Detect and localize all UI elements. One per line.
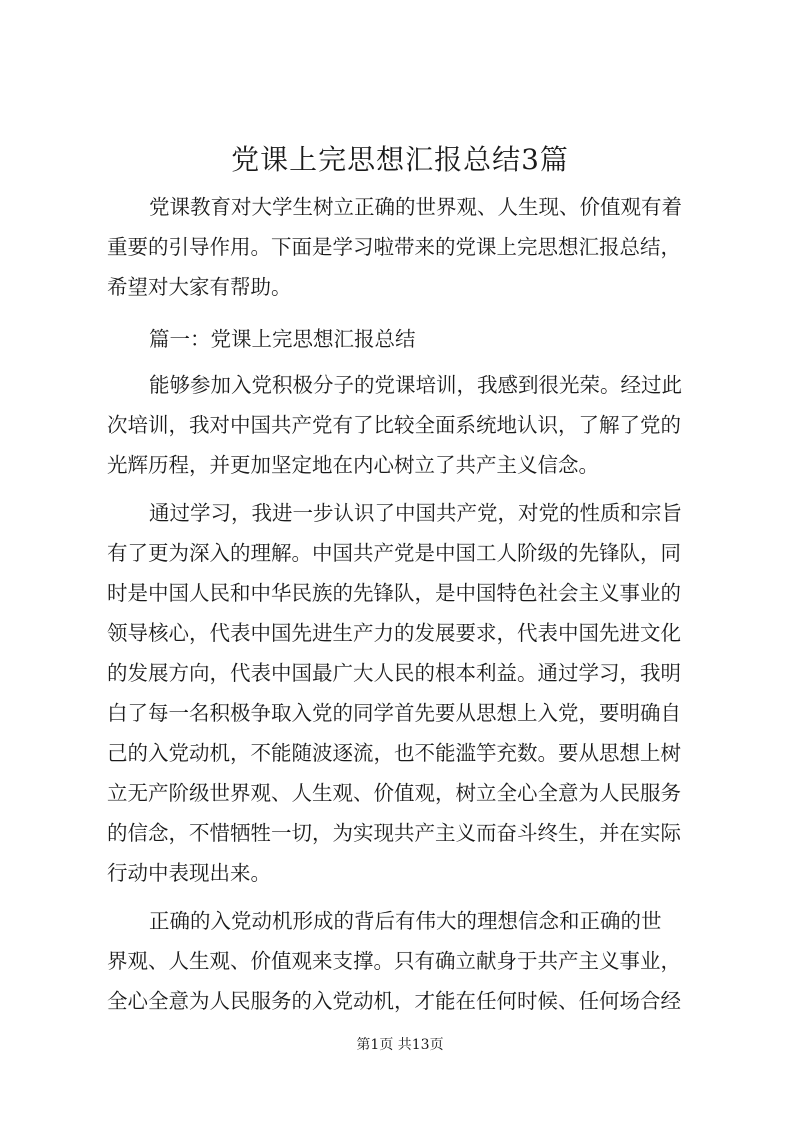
text-line: 立无产阶级世界观、人生观、价值观，树立全心全意为人民服务: [107, 781, 681, 805]
document-body: [107, 187, 699, 1021]
text-line: 有了更为深入的理解。中国共产党是中国工人阶级的先锋队，同: [107, 541, 681, 565]
text-line: 时是中国人民和中华民族的先锋队，是中国特色社会主义事业的: [107, 581, 681, 605]
text-line: 的信念，不惜牺牲一切，为实现共产主义而奋斗终生，并在实际: [107, 821, 681, 845]
text-line: 领导核心，代表中国先进生产力的发展要求，代表中国先进文化: [107, 621, 681, 645]
text-line: 重要的引导作用。下面是学习啦带来的党课上完思想汇报总结，: [107, 235, 681, 259]
text-line: 的发展方向，代表中国最广大人民的根本利益。通过学习，我明: [107, 661, 681, 685]
text-line: 正确的入党动机形成的背后有伟大的理想信念和正确的世: [149, 909, 662, 933]
text-line: 行动中表现出来。: [107, 861, 271, 885]
page-footer: 第1页 共13页: [356, 1037, 444, 1053]
text-line: 通过学习，我进一步认识了中国共产党，对党的性质和宗旨: [149, 501, 682, 525]
text-line: 党课教育对大学生树立正确的世界观、人生现、价值观有着: [149, 195, 682, 219]
section-heading: 篇一：党课上完思想汇报总结: [149, 327, 416, 351]
text-line: 次培训，我对中国共产党有了比较全面系统地认识，了解了党的: [107, 413, 681, 437]
text-line: 白了每一名积极争取入党的同学首先要从思想上入党，要明确自: [107, 701, 681, 725]
text-line: 全心全意为人民服务的入党动机，才能在任何时候、任何场合经: [107, 989, 681, 1013]
text-line: 希望对大家有帮助。: [107, 275, 292, 299]
text-line: 能够参加入党积极分子的党课培训，我感到很光荣。经过此: [149, 373, 682, 397]
text-line: 光辉历程，并更加坚定地在内心树立了共产主义信念。: [107, 453, 599, 477]
text-line: 己的入党动机，不能随波逐流，也不能滥竽充数。要从思想上树: [107, 741, 681, 765]
text-line: 界观、人生观、价值观来支撑。只有确立献身于共产主义事业，: [107, 949, 681, 973]
page-title: 党课上完思想汇报总结3篇: [231, 143, 569, 176]
